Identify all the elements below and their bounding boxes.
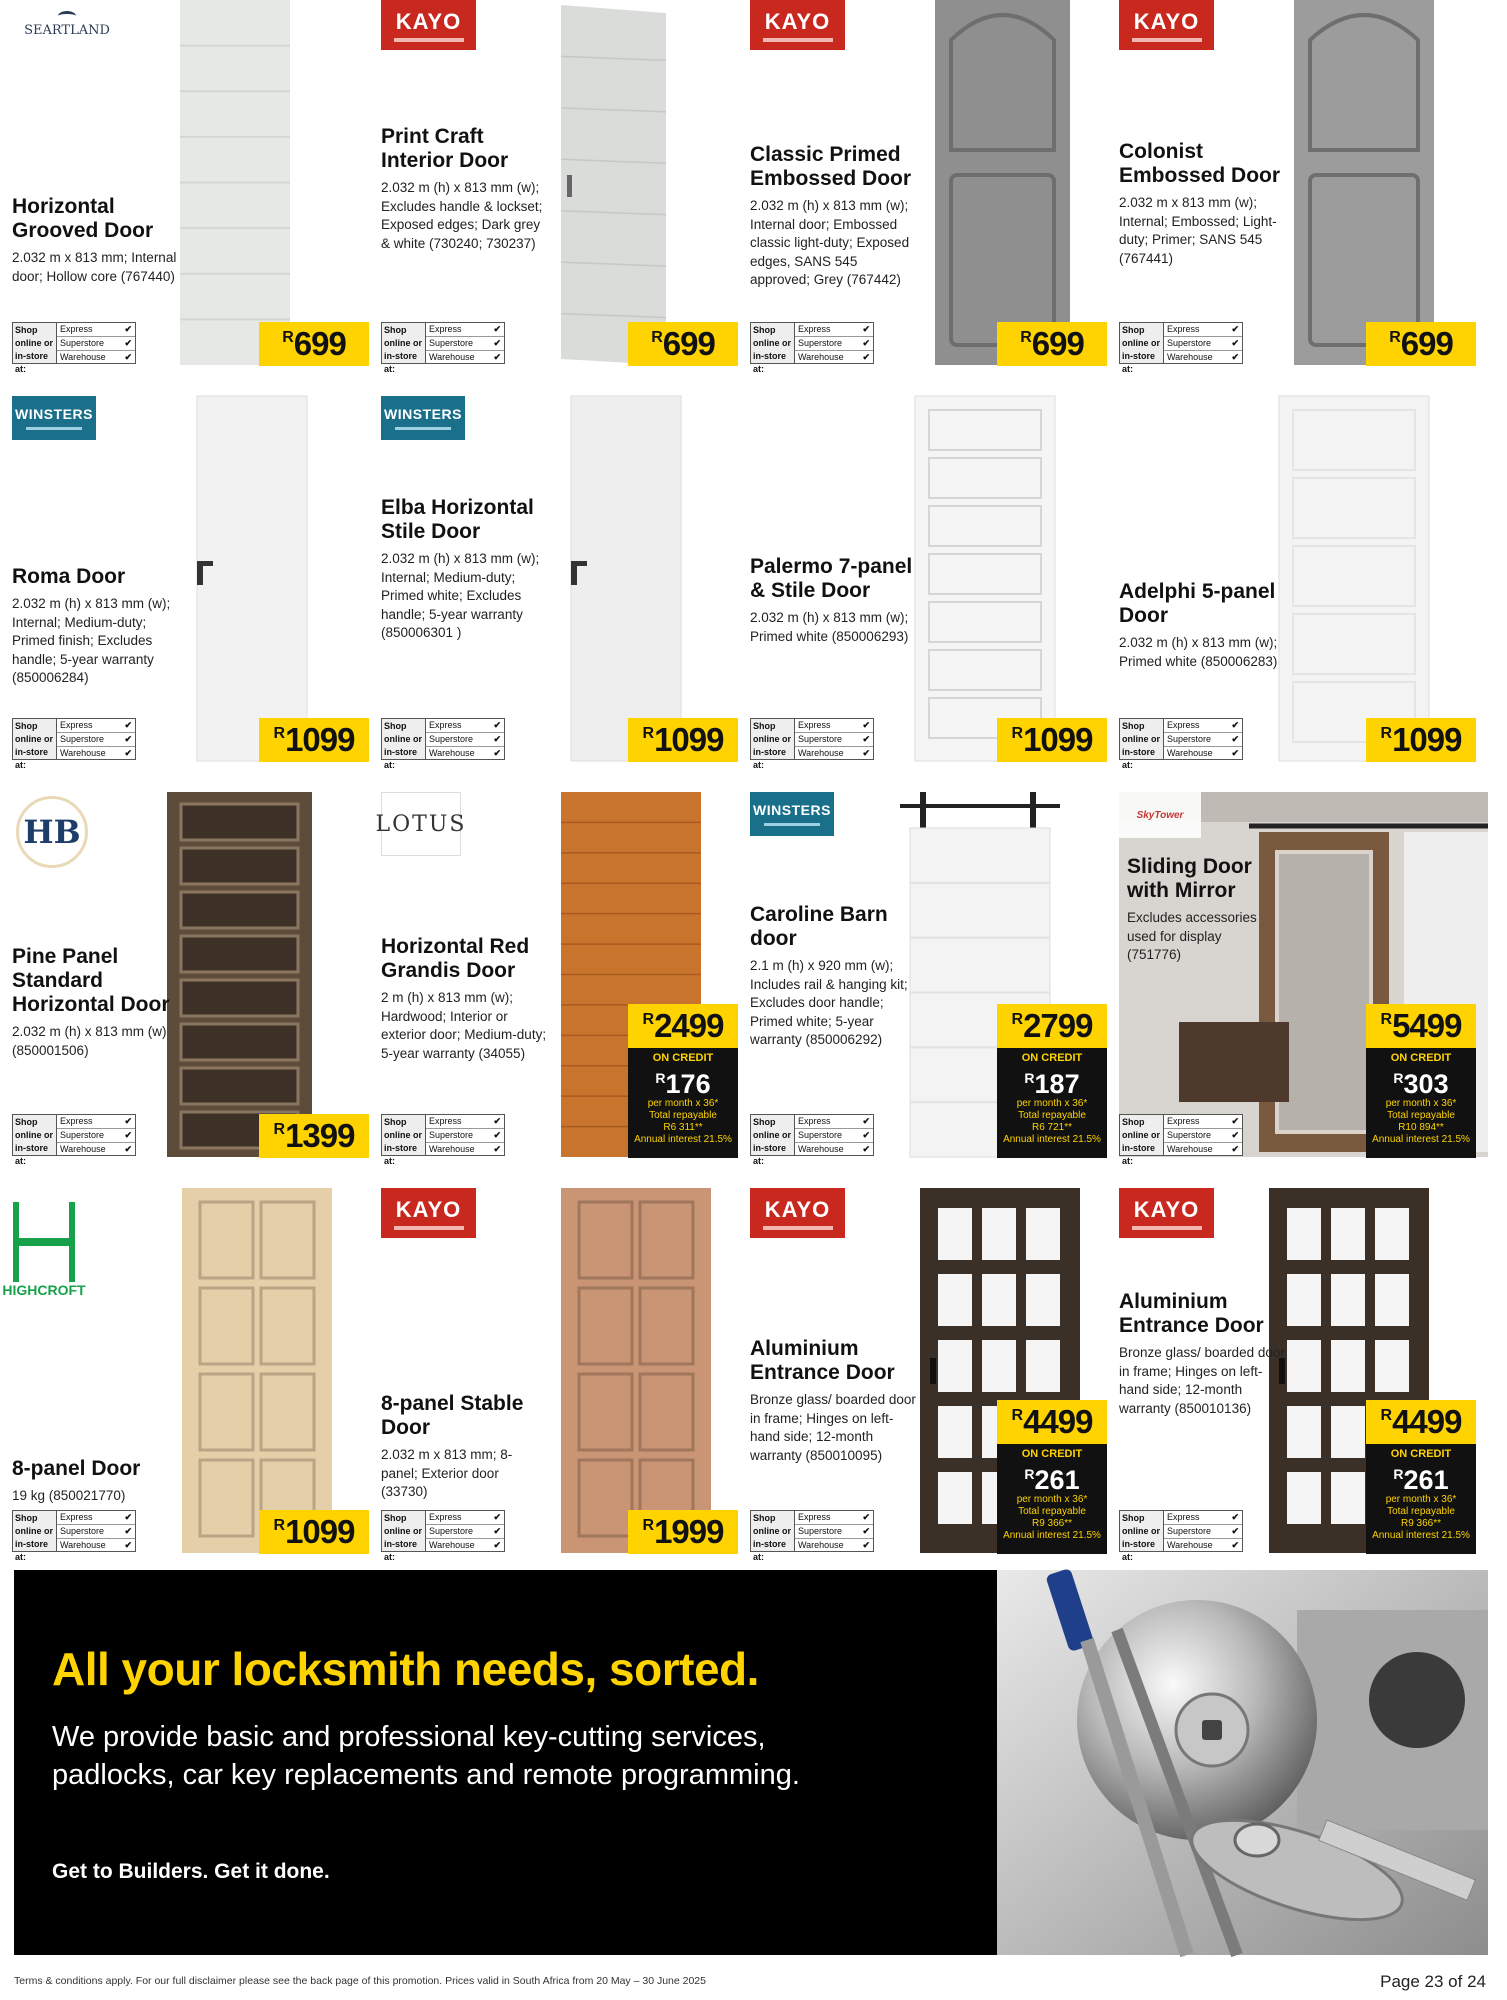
availability-option: Warehouse ✔ xyxy=(429,748,501,758)
availability-option: Superstore ✔ xyxy=(426,1129,504,1143)
product-description: 2.032 m (h) x 813 mm (w); Primed white (850006283) xyxy=(1119,635,1278,669)
availability-option: Warehouse ✔ xyxy=(798,748,870,758)
price-tag xyxy=(997,718,1107,762)
check-icon: ✔ xyxy=(862,338,870,348)
availability-option: Warehouse ✔ xyxy=(1167,1144,1239,1154)
availability-label: Shop online or in-store at: xyxy=(751,323,795,363)
product-description: 2.032 m (h) x 813 mm (w); Internal; Medium-duty; Primed finish; Excludes handle; 5-year warranty (850006284) xyxy=(12,596,171,685)
product-info xyxy=(12,945,180,1060)
price-tag xyxy=(1366,1004,1476,1048)
price-tag xyxy=(628,1004,738,1048)
availability-option: Warehouse ✔ xyxy=(60,1540,132,1550)
availability-option: Express ✔ xyxy=(426,1115,504,1129)
product-description: 2.032 m x 813 mm (w); Internal; Embossed; Light-duty; Primer; SANS 545 (767441) xyxy=(1119,195,1277,266)
product-name: 8-panel Stable Door xyxy=(381,1392,524,1439)
check-icon: ✔ xyxy=(124,748,132,758)
availability-option: Warehouse ✔ xyxy=(429,1540,501,1550)
availability-table xyxy=(750,322,874,374)
check-icon: ✔ xyxy=(862,1512,870,1522)
credit-amount: 261 xyxy=(1403,1465,1449,1495)
check-icon: ✔ xyxy=(124,1116,132,1126)
door-image xyxy=(1279,396,1429,761)
price-value: 4499 xyxy=(1023,1403,1093,1440)
kayo-logo: KAYO xyxy=(1119,0,1214,50)
price-value: 2799 xyxy=(1023,1007,1093,1044)
availability-table xyxy=(12,322,136,374)
check-icon: ✔ xyxy=(1231,1512,1239,1522)
product-card[interactable] xyxy=(1119,792,1488,1184)
product-description: 19 kg (850021770) xyxy=(12,1488,126,1503)
product-name: Classic Primed Embossed Door xyxy=(750,143,912,190)
price-tag xyxy=(259,718,369,762)
availability-table xyxy=(750,1510,874,1562)
availability-label: Shop online or in-store at: xyxy=(13,719,57,759)
availability-option: Superstore ✔ xyxy=(1164,733,1242,747)
availability-option: Express ✔ xyxy=(1164,719,1242,733)
product-description: 2.1 m (h) x 920 mm (w); Includes rail & hanging kit; Excludes door handle; Primed white; 5-year warranty (850006292) xyxy=(750,958,908,1047)
door-image xyxy=(167,792,312,1157)
currency-symbol: R xyxy=(642,1011,654,1028)
availability-option: Warehouse ✔ xyxy=(429,1144,501,1154)
product-info xyxy=(381,496,549,643)
product-name: Roma Door xyxy=(12,565,126,588)
availability-table xyxy=(750,1114,874,1166)
price-value: 699 xyxy=(1031,325,1084,362)
product-description: 2.032 m (h) x 813 mm (w); Excludes handle & lockset; Exposed edges; Dark grey & white (730240; 730237) xyxy=(381,180,543,251)
check-icon: ✔ xyxy=(1231,1144,1239,1154)
availability-option: Superstore ✔ xyxy=(1164,1129,1242,1143)
availability-option: Warehouse ✔ xyxy=(798,1144,870,1154)
price-tag xyxy=(997,322,1107,366)
product-info xyxy=(750,1337,918,1465)
check-icon: ✔ xyxy=(124,1130,132,1140)
credit-amount: 303 xyxy=(1403,1069,1449,1099)
product-card[interactable] xyxy=(2,1188,381,1580)
availability-option: Superstore ✔ xyxy=(426,1525,504,1539)
check-icon: ✔ xyxy=(124,734,132,744)
availability-label: Shop online or in-store at: xyxy=(1120,323,1164,363)
product-info xyxy=(381,935,549,1063)
availability-label: Shop online or in-store at: xyxy=(13,323,57,363)
door-image xyxy=(561,5,666,365)
credit-amount: 187 xyxy=(1034,1069,1080,1099)
availability-option: Warehouse ✔ xyxy=(798,1540,870,1550)
check-icon: ✔ xyxy=(862,352,870,362)
check-icon: ✔ xyxy=(862,1130,870,1140)
product-description: 2.032 m x 813 mm; Internal door; Hollow core (767440) xyxy=(12,250,177,284)
product-name: 8-panel Door xyxy=(12,1457,141,1480)
availability-option: Superstore ✔ xyxy=(57,1525,135,1539)
check-icon: ✔ xyxy=(493,720,501,730)
check-icon: ✔ xyxy=(493,1116,501,1126)
availability-option: Superstore ✔ xyxy=(1164,1525,1242,1539)
availability-table xyxy=(1119,322,1243,374)
check-icon: ✔ xyxy=(1231,352,1239,362)
availability-label: Shop online or in-store at: xyxy=(13,1115,57,1155)
availability-option: Express ✔ xyxy=(426,323,504,337)
currency-symbol: R xyxy=(1380,1407,1392,1424)
check-icon: ✔ xyxy=(124,1512,132,1522)
availability-option: Express ✔ xyxy=(57,323,135,337)
product-info xyxy=(381,125,549,253)
kayo-logo: KAYO xyxy=(381,0,476,50)
price-tag xyxy=(997,1400,1107,1444)
credit-box: ON CREDIT $^R$187 per month x 36* Total repayable R6 721** Annual interest 21.5% xyxy=(997,1048,1107,1158)
price-value: 1099 xyxy=(654,721,724,758)
availability-option: Warehouse ✔ xyxy=(429,352,501,362)
product-info xyxy=(12,1457,180,1506)
price-value: 1399 xyxy=(285,1117,355,1154)
door-image xyxy=(197,396,307,761)
check-icon: ✔ xyxy=(862,1116,870,1126)
check-icon: ✔ xyxy=(493,748,501,758)
availability-label: Shop online or in-store at: xyxy=(1120,1511,1164,1551)
product-info xyxy=(1119,140,1287,268)
currency-symbol: R xyxy=(1380,1011,1392,1028)
check-icon: ✔ xyxy=(124,1526,132,1536)
check-icon: ✔ xyxy=(862,720,870,730)
check-icon: ✔ xyxy=(493,1512,501,1522)
check-icon: ✔ xyxy=(1231,338,1239,348)
currency-symbol: R xyxy=(1020,329,1031,346)
availability-option: Warehouse ✔ xyxy=(1167,1540,1239,1550)
check-icon: ✔ xyxy=(1231,720,1239,730)
product-description: 2.032 m (h) x 813 mm (w); Internal door; Embossed classic light-duty; Exposed edges, SANS 545 approved; Grey (767442) xyxy=(750,198,910,287)
availability-option: Warehouse ✔ xyxy=(798,352,870,362)
availability-table xyxy=(381,1510,505,1562)
check-icon: ✔ xyxy=(862,1540,870,1550)
product-name: Horizontal Grooved Door xyxy=(12,195,154,242)
availability-option: Superstore ✔ xyxy=(1164,337,1242,351)
check-icon: ✔ xyxy=(124,1144,132,1154)
currency-symbol: R xyxy=(282,329,293,346)
check-icon: ✔ xyxy=(493,352,501,362)
availability-option: Superstore ✔ xyxy=(795,733,873,747)
check-icon: ✔ xyxy=(124,338,132,348)
availability-option: Superstore ✔ xyxy=(57,337,135,351)
product-card[interactable] xyxy=(381,1188,750,1580)
check-icon: ✔ xyxy=(862,1144,870,1154)
price-tag xyxy=(259,322,369,366)
product-info xyxy=(750,903,918,1050)
hb-logo: HB xyxy=(16,796,88,868)
check-icon: ✔ xyxy=(493,734,501,744)
product-description: 2.032 m (h) x 813 mm (w); Primed white (850006293) xyxy=(750,610,909,644)
product-description: 2.032 m x 813 mm; 8-panel; Exterior door (33730) xyxy=(381,1447,513,1499)
price-tag xyxy=(628,718,738,762)
highcroft-logo: HIGHCROFT xyxy=(12,1188,76,1298)
banner-tagline: Get to Builders. Get it done. xyxy=(52,1860,330,1883)
price-tag xyxy=(259,1510,369,1554)
disclaimer: Terms & conditions apply. For our full disclaimer please see the back page of this promotion. Prices valid in South Africa from 20 May – 30 June 2025 xyxy=(14,1975,706,1987)
product-name: Aluminium Entrance Door xyxy=(750,1337,895,1384)
price-value: 1099 xyxy=(1392,721,1462,758)
product-info xyxy=(750,143,918,290)
product-info xyxy=(12,195,180,286)
product-description: 2.032 m (h) x 813 mm (w); Internal; Medium-duty; Primed white; Excludes handle; 5-year warranty (850006301 ) xyxy=(381,551,540,640)
check-icon: ✔ xyxy=(1231,324,1239,334)
availability-table xyxy=(381,322,505,374)
availability-option: Express ✔ xyxy=(426,1511,504,1525)
door-image xyxy=(182,1188,332,1553)
check-icon: ✔ xyxy=(493,1526,501,1536)
availability-option: Superstore ✔ xyxy=(57,733,135,747)
product-card[interactable] xyxy=(750,396,1119,788)
availability-option: Express ✔ xyxy=(57,719,135,733)
availability-label: Shop online or in-store at: xyxy=(13,1511,57,1551)
product-card[interactable] xyxy=(375,792,750,1184)
currency-symbol: R xyxy=(273,1121,285,1138)
credit-amount: 176 xyxy=(665,1069,711,1099)
availability-label: Shop online or in-store at: xyxy=(751,719,795,759)
availability-option: Superstore ✔ xyxy=(795,337,873,351)
check-icon: ✔ xyxy=(124,1540,132,1550)
currency-symbol: R xyxy=(642,725,654,742)
check-icon: ✔ xyxy=(1231,1526,1239,1536)
price-value: 699 xyxy=(662,325,715,362)
credit-box: ON CREDIT $^R$303 per month x 36* Total repayable R10 894** Annual interest 21.5% xyxy=(1366,1048,1476,1158)
check-icon: ✔ xyxy=(1231,1130,1239,1140)
door-image xyxy=(180,0,290,365)
availability-table xyxy=(12,1114,136,1166)
availability-table xyxy=(1119,1114,1243,1166)
winsters-logo: WINSTERS xyxy=(381,396,465,440)
price-value: 5499 xyxy=(1392,1007,1462,1044)
availability-option: Warehouse ✔ xyxy=(60,748,132,758)
kayo-logo: KAYO xyxy=(750,0,845,50)
product-info xyxy=(1119,580,1287,671)
check-icon: ✔ xyxy=(493,1540,501,1550)
check-icon: ✔ xyxy=(862,1526,870,1536)
availability-table xyxy=(1119,1510,1243,1562)
door-image xyxy=(561,1188,711,1553)
product-card[interactable] xyxy=(750,792,1119,1184)
availability-option: Express ✔ xyxy=(1164,1115,1242,1129)
credit-box: ON CREDIT $^R$261 per month x 36* Total repayable R9 366** Annual interest 21.5% xyxy=(997,1444,1107,1554)
product-card[interactable] xyxy=(750,1188,1119,1580)
currency-symbol: R xyxy=(1380,725,1392,742)
check-icon: ✔ xyxy=(1231,1540,1239,1550)
check-icon: ✔ xyxy=(862,748,870,758)
door-image xyxy=(571,396,681,761)
banner-headline: All your locksmith needs, sorted. xyxy=(52,1643,759,1695)
product-name: Palermo 7-panel & Stile Door xyxy=(750,555,913,602)
price-tag xyxy=(1366,718,1476,762)
currency-symbol: R xyxy=(1011,725,1023,742)
availability-option: Express ✔ xyxy=(57,1115,135,1129)
door-image xyxy=(915,396,1055,761)
product-info xyxy=(750,555,918,646)
availability-option: Express ✔ xyxy=(795,323,873,337)
door-image xyxy=(1294,0,1434,365)
price-tag xyxy=(628,322,738,366)
product-name: Elba Horizontal Stile Door xyxy=(381,496,534,543)
check-icon: ✔ xyxy=(124,720,132,730)
product-info xyxy=(12,565,180,688)
availability-label: Shop online or in-store at: xyxy=(1120,1115,1164,1155)
check-icon: ✔ xyxy=(1231,748,1239,758)
product-info xyxy=(1127,855,1277,965)
check-icon: ✔ xyxy=(493,338,501,348)
check-icon: ✔ xyxy=(493,1144,501,1154)
availability-option: Superstore ✔ xyxy=(426,337,504,351)
product-card[interactable] xyxy=(1119,0,1488,392)
lotus-logo: LOTUS xyxy=(381,792,461,856)
availability-label: Shop online or in-store at: xyxy=(751,1511,795,1551)
currency-symbol: R xyxy=(651,329,662,346)
price-tag xyxy=(997,1004,1107,1048)
availability-option: Express ✔ xyxy=(1164,323,1242,337)
currency-symbol: R xyxy=(642,1517,654,1534)
price-value: 2499 xyxy=(654,1007,724,1044)
availability-option: Express ✔ xyxy=(795,1115,873,1129)
product-description: 2.032 m (h) x 813 mm (w) (850001506) xyxy=(12,1024,167,1058)
availability-option: Warehouse ✔ xyxy=(60,1144,132,1154)
product-card[interactable] xyxy=(12,396,381,788)
availability-option: Express ✔ xyxy=(57,1511,135,1525)
availability-option: Warehouse ✔ xyxy=(60,352,132,362)
product-card[interactable] xyxy=(1119,396,1488,788)
product-name: Pine Panel Standard Horizontal Door xyxy=(12,945,170,1016)
credit-box: ON CREDIT $^R$261 per month x 36* Total repayable R9 366** Annual interest 21.5% xyxy=(1366,1444,1476,1554)
product-card[interactable] xyxy=(1119,1188,1488,1580)
product-info xyxy=(1119,1290,1287,1418)
availability-option: Superstore ✔ xyxy=(426,733,504,747)
product-name: Aluminium Entrance Door xyxy=(1119,1290,1264,1337)
availability-table xyxy=(381,1114,505,1166)
product-description: Bronze glass/ boarded door in frame; Hinges on left-hand side; 12-month warranty (850010095) xyxy=(750,1392,916,1463)
availability-label: Shop online or in-store at: xyxy=(382,323,426,363)
price-value: 1999 xyxy=(654,1513,724,1550)
availability-option: Warehouse ✔ xyxy=(1167,748,1239,758)
credit-amount: 261 xyxy=(1034,1465,1080,1495)
locksmith-banner xyxy=(14,1570,997,1955)
check-icon: ✔ xyxy=(124,352,132,362)
availability-option: Warehouse ✔ xyxy=(1167,352,1239,362)
availability-table xyxy=(750,718,874,770)
product-name: Print Craft Interior Door xyxy=(381,125,509,172)
availability-table xyxy=(1119,718,1243,770)
check-icon: ✔ xyxy=(1231,734,1239,744)
product-card[interactable] xyxy=(381,396,750,788)
currency-symbol: R xyxy=(273,725,285,742)
check-icon: ✔ xyxy=(1231,1116,1239,1126)
availability-label: Shop online or in-store at: xyxy=(1120,719,1164,759)
winsters-logo: WINSTERS xyxy=(750,792,834,836)
price-tag xyxy=(259,1114,369,1158)
price-value: 699 xyxy=(293,325,346,362)
product-name: Adelphi 5-panel Door xyxy=(1119,580,1276,627)
product-card[interactable] xyxy=(12,0,381,392)
product-name: Caroline Barn door xyxy=(750,903,888,950)
check-icon: ✔ xyxy=(862,324,870,334)
skytower-logo: SkyTower xyxy=(1119,792,1201,838)
availability-option: Express ✔ xyxy=(426,719,504,733)
product-name: Colonist Embossed Door xyxy=(1119,140,1281,187)
availability-option: Superstore ✔ xyxy=(57,1129,135,1143)
price-value: 699 xyxy=(1400,325,1453,362)
price-value: 4499 xyxy=(1392,1403,1462,1440)
kayo-logo: KAYO xyxy=(1119,1188,1214,1238)
availability-option: Express ✔ xyxy=(795,1511,873,1525)
check-icon: ✔ xyxy=(493,1130,501,1140)
price-tag xyxy=(628,1510,738,1554)
availability-label: Shop online or in-store at: xyxy=(751,1115,795,1155)
page-number: Page 23 of 24 xyxy=(1380,1972,1486,1991)
product-card[interactable] xyxy=(750,0,1119,392)
availability-table xyxy=(381,718,505,770)
check-icon: ✔ xyxy=(124,324,132,334)
currency-symbol: R xyxy=(1011,1011,1023,1028)
availability-table xyxy=(12,718,136,770)
product-card[interactable] xyxy=(381,0,750,392)
product-name: Horizontal Red Grandis Door xyxy=(381,935,530,982)
winsters-logo: WINSTERS xyxy=(12,396,96,440)
product-description: 2 m (h) x 813 mm (w); Hardwood; Interior or exterior door; Medium-duty; 5-year warranty (34055) xyxy=(381,990,547,1061)
banner-body: We provide basic and professional key-cutting services, padlocks, car key replacements and remote programming. xyxy=(52,1721,800,1791)
price-value: 1099 xyxy=(1023,721,1093,758)
door-lock-keys-image xyxy=(997,1570,1488,1955)
kayo-logo: KAYO xyxy=(381,1188,476,1238)
availability-label: Shop online or in-store at: xyxy=(382,1115,426,1155)
price-value: 1099 xyxy=(285,721,355,758)
price-tag xyxy=(1366,322,1476,366)
check-icon: ✔ xyxy=(493,324,501,334)
check-icon: ✔ xyxy=(862,734,870,744)
product-description: Excludes accessories used for display (751776) xyxy=(1127,910,1257,962)
product-info xyxy=(381,1392,549,1502)
product-description: Bronze glass/ boarded door in frame; Hinges on left-hand side; 12-month warranty (850010136) xyxy=(1119,1345,1285,1416)
currency-symbol: R xyxy=(1011,1407,1023,1424)
availability-option: Superstore ✔ xyxy=(795,1525,873,1539)
availability-table xyxy=(12,1510,136,1562)
heartland-logo: SEARTLAND xyxy=(12,0,122,48)
availability-label: Shop online or in-store at: xyxy=(382,719,426,759)
price-tag xyxy=(1366,1400,1476,1444)
availability-option: Express ✔ xyxy=(795,719,873,733)
availability-label: Shop online or in-store at: xyxy=(382,1511,426,1551)
currency-symbol: R xyxy=(273,1517,285,1534)
credit-box: ON CREDIT $^R$176 per month x 36* Total repayable R6 311** Annual interest 21.5% xyxy=(628,1048,738,1158)
product-grid xyxy=(2,0,1488,1562)
availability-option: Superstore ✔ xyxy=(795,1129,873,1143)
price-value: 1099 xyxy=(285,1513,355,1550)
product-card[interactable] xyxy=(12,792,381,1184)
product-name: Sliding Door with Mirror xyxy=(1127,855,1252,902)
kayo-logo: KAYO xyxy=(750,1188,845,1238)
currency-symbol: R xyxy=(1389,329,1400,346)
door-image xyxy=(935,0,1070,365)
availability-option: Express ✔ xyxy=(1164,1511,1242,1525)
